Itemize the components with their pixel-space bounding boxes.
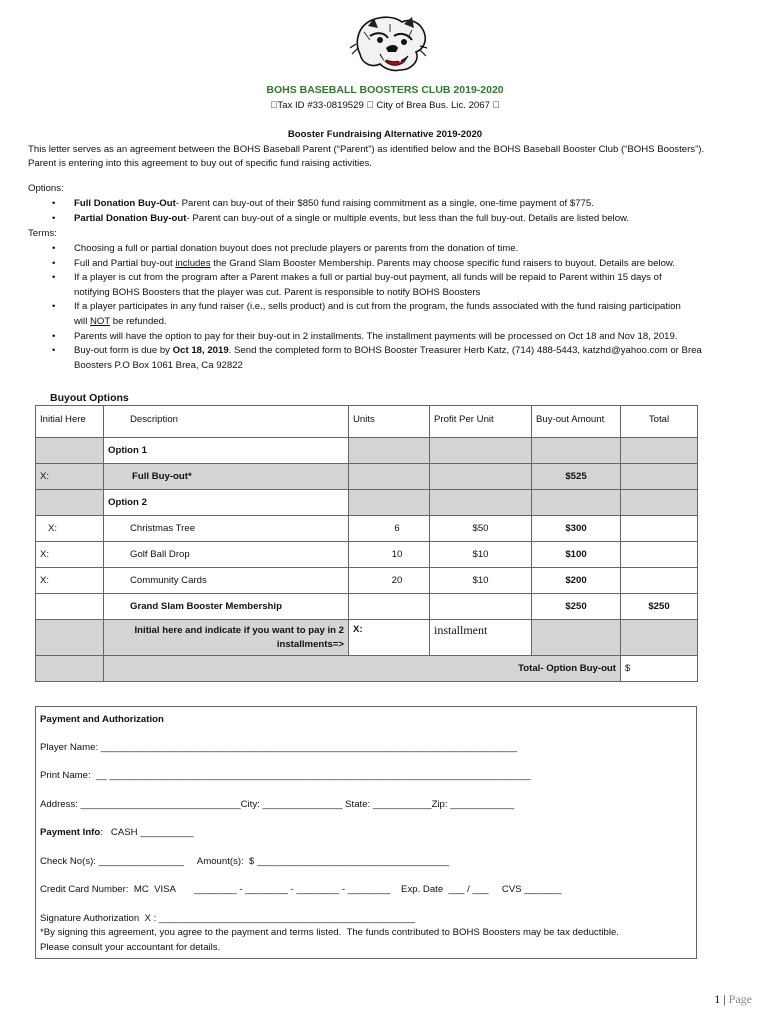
cell — [36, 620, 104, 656]
page-footer — [714, 992, 752, 1007]
cell — [430, 490, 532, 516]
col-initial: Initial Here — [36, 406, 104, 438]
term-underlined: NOT — [90, 315, 111, 327]
cell — [349, 490, 430, 516]
letter-heading: Booster Fundraising Alternative 2019-2020 — [287, 129, 483, 140]
initial-cell[interactable]: X: — [36, 568, 104, 594]
item-units: 6 — [349, 516, 430, 542]
bullet-icon: • — [52, 212, 56, 224]
bullet-icon: • — [52, 243, 56, 254]
page-word: Page — [728, 992, 752, 1006]
cell — [621, 464, 698, 490]
payment-info-field[interactable] — [40, 827, 194, 838]
bullet-icon: • — [52, 272, 56, 284]
membership-total: $250 — [621, 594, 698, 620]
cell — [349, 594, 430, 620]
term-text: Choosing a full or partial donation buyout does not preclude players or parents from the donation of time. — [74, 243, 519, 254]
initial-cell[interactable]: X: — [36, 516, 104, 542]
term-item — [52, 330, 758, 345]
membership-desc: Grand Slam Booster Membership — [104, 594, 349, 620]
tax-id-line: Tax ID #33-0819529 City of Brea Bus. Lic. 2067 — [283, 100, 487, 111]
term-text: the Grand Slam Booster Membership. Parents may choose specific fund raisers to buyout. Details are below. — [210, 257, 675, 269]
installment-initial[interactable]: X: — [349, 620, 430, 656]
option2-row — [36, 490, 698, 516]
cell — [36, 490, 104, 516]
option1-row — [36, 438, 698, 464]
intro-paragraph — [28, 143, 758, 171]
term-text: will — [74, 315, 90, 327]
item-units: 20 — [349, 568, 430, 594]
option-text: - Parent can buy-out of a single or multiple events, but less than the full buy-out. Details are listed below. — [186, 212, 630, 224]
cell — [532, 620, 621, 656]
cell — [36, 594, 104, 620]
bullet-icon: • — [52, 330, 56, 342]
page-separator: | — [720, 992, 729, 1006]
cell — [36, 438, 104, 464]
full-buyout-desc: Full Buy-out* — [104, 464, 349, 490]
term-item — [52, 300, 758, 329]
item-desc: Golf Ball Drop — [104, 542, 349, 568]
due-date: Oct 18, 2019 — [172, 345, 229, 357]
term-text: Boosters P.O Box 1061 Brea, Ca 92822 — [74, 359, 243, 371]
initial-cell[interactable]: X: — [36, 542, 104, 568]
installment-word: installment — [430, 620, 532, 656]
col-profit: Profit Per Unit — [430, 406, 532, 438]
item-profit: $50 — [430, 516, 532, 542]
initial-cell[interactable]: X: — [36, 464, 104, 490]
bullet-icon: • — [52, 257, 56, 269]
installment-desc-line: installments=> — [276, 638, 344, 650]
bullet-icon: • — [52, 345, 56, 357]
term-text: . Send the completed form to BOHS Booster Treasurer Herb Katz, (714) 488-5443, katzhd@yahoo.com or Brea — [228, 345, 702, 357]
option-item — [52, 212, 758, 227]
check-amount-field[interactable]: Check No(s): ________________ Amount(s): $ ____________________________________ — [40, 856, 450, 867]
cougar-logo — [350, 14, 428, 74]
cell — [532, 438, 621, 464]
item-amount: $300 — [532, 516, 621, 542]
club-title: BOHS BASEBALL BOOSTERS CLUB 2019-2020 — [266, 84, 504, 96]
bullet-icon: • — [52, 198, 56, 209]
membership-amount: $250 — [532, 594, 621, 620]
table-row — [36, 568, 698, 594]
term-text: If a player participates in any fund raiser (i.e., sells product) and is cut from the program, the funds associated with the fund raising participation — [74, 301, 681, 313]
item-amount: $100 — [532, 542, 621, 568]
option2-label: Option 2 — [104, 490, 349, 516]
total-label: Total- Option Buy-out — [104, 656, 621, 682]
credit-card-field[interactable]: Credit Card Number: MC VISA ________ - ________ - ________ - ________ Exp. Date ___ / ___ CVS _______ — [40, 884, 562, 895]
full-buyout-amount: $525 — [532, 464, 621, 490]
cell — [621, 568, 698, 594]
cell — [621, 542, 698, 568]
cell — [349, 438, 430, 464]
intro-line-2: Parent is entering into this agreement to buy out of specific fund raising activities. — [28, 158, 372, 169]
cell — [430, 438, 532, 464]
print-name-field[interactable]: Print Name: __ _______________________________________________________________________________ — [40, 770, 531, 781]
option-item — [52, 197, 758, 212]
option-title: Partial Donation Buy-out — [74, 212, 187, 224]
installment-desc — [104, 620, 349, 656]
installment-desc-line: Initial here and indicate if you want to pay in 2 — [134, 624, 344, 636]
payment-info-label: Payment Info — [40, 827, 101, 838]
col-units: Units — [349, 406, 430, 438]
installment-row — [36, 620, 698, 656]
item-units: 10 — [349, 542, 430, 568]
intro-line-1: This letter serves as an agreement between the BOHS Baseball Parent (“Parent”) as identified below and the BOHS Baseball Booster Club (“BOHS Boosters”). — [28, 144, 705, 155]
term-item — [52, 257, 758, 272]
payment-authorization-box — [35, 706, 697, 959]
address-field[interactable]: Address: ______________________________City: _______________ State: ___________Zip: ____________ — [40, 799, 515, 810]
item-amount: $200 — [532, 568, 621, 594]
table-header-row — [36, 406, 698, 438]
term-text: Full and Partial buy-out — [74, 257, 176, 269]
cell — [349, 464, 430, 490]
term-text: If a player is cut from the program after a Parent makes a full or partial buy-out payment, all funds will be repaid to Parent within 15 days of — [74, 272, 662, 284]
option1-label: Option 1 — [104, 438, 349, 464]
signature-field[interactable]: Signature Authorization X : ________________________________________________ — [40, 913, 416, 924]
terms-label: Terms: — [28, 228, 57, 239]
col-buyout-amount: Buy-out Amount — [532, 406, 621, 438]
buyout-table — [35, 405, 698, 682]
bullet-icon: • — [52, 301, 56, 313]
item-profit: $10 — [430, 542, 532, 568]
term-text: Parents will have the option to pay for their buy-out in 2 installments. The installment payments will be processed on Oct 18 and Nov 18, 2019. — [74, 330, 678, 342]
payment-info-cash: : CASH __________ — [100, 827, 194, 838]
table-row — [36, 516, 698, 542]
membership-row — [36, 594, 698, 620]
cell — [621, 490, 698, 516]
term-item — [52, 242, 758, 257]
term-text: Buy-out form is due by — [74, 345, 173, 357]
full-buyout-row — [36, 464, 698, 490]
total-value[interactable]: $ — [621, 656, 698, 682]
tax-note-1: *By signing this agreement, you agree to the payment and terms listed. The funds contributed to BOHS Boosters may be tax deductible. — [40, 927, 619, 938]
item-profit: $10 — [430, 568, 532, 594]
cell — [430, 594, 532, 620]
cell — [430, 464, 532, 490]
cell — [36, 656, 104, 682]
player-name-field[interactable]: Player Name: ______________________________________________________________________________ — [40, 742, 517, 753]
options-label: Options: — [28, 183, 64, 194]
table-row — [36, 542, 698, 568]
total-row — [36, 656, 698, 682]
options-list — [52, 197, 758, 226]
col-description: Description — [104, 406, 349, 438]
cell — [621, 438, 698, 464]
option-text: - Parent can buy-out of their $850 fund raising commitment as a single, one-time payment of $775. — [175, 198, 594, 209]
item-desc: Christmas Tree — [104, 516, 349, 542]
tax-note-2: Please consult your accountant for details. — [40, 942, 221, 953]
option-title: Full Donation Buy-Out — [74, 198, 176, 209]
page-number: 1 — [714, 992, 721, 1006]
buyout-heading: Buyout Options — [50, 392, 129, 404]
terms-list — [52, 242, 758, 373]
term-underlined: includes — [175, 257, 211, 269]
payment-heading: Payment and Authorization — [40, 714, 164, 725]
cell — [621, 516, 698, 542]
item-desc: Community Cards — [104, 568, 349, 594]
term-item — [52, 344, 758, 373]
cell — [532, 490, 621, 516]
term-text: notifying BOHS Boosters that the player was cut. Parent is responsible to notify BOHS Boosters — [74, 286, 481, 298]
col-total: Total — [621, 406, 698, 438]
term-item — [52, 271, 758, 300]
term-text: be refunded. — [110, 315, 167, 327]
cell — [621, 620, 698, 656]
